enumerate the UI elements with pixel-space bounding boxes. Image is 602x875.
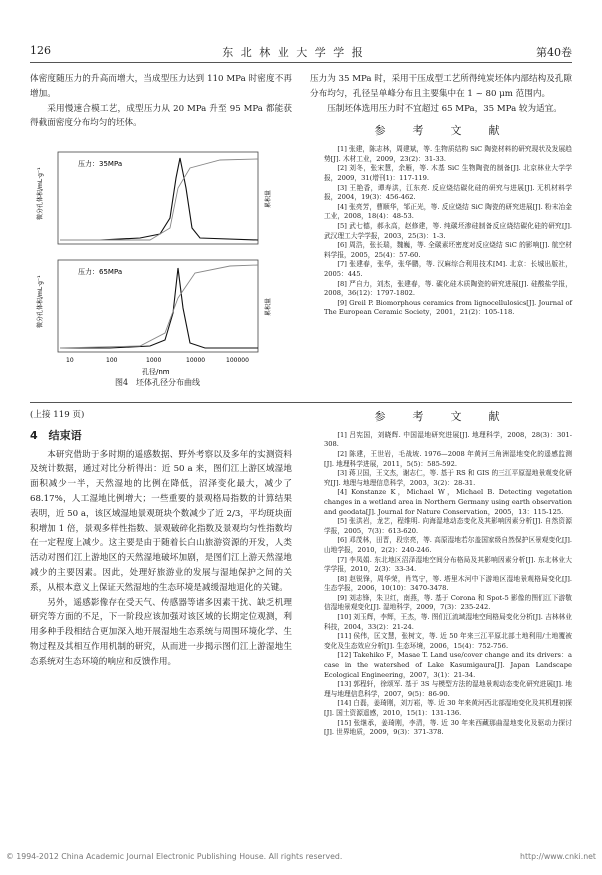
reference-item: [15] 张继承，姜琦刚，李清，等. 近 30 年来西藏那曲湿地变化及驱动力探讨[J]. 世界地质，2009，9(3)：371-378.: [324, 718, 572, 737]
y-axis-label: 微分孔体积/mL·g⁻¹: [37, 167, 44, 220]
reference-item: [3] 蒋卫国，王文杰，谢志仁，等. 基于 RS 和 GIS 的三江平原湿地景观变化研究[J]. 地理与地理信息科学，2003，3(2)：28-31.: [324, 469, 572, 487]
reference-item: [2] 陈建，王世岩，毛战坡. 1976—2008 年黄河三角洲湿地变化的遥感监测[J]. 地理科学进展，2011，5(5)：585-592.: [324, 449, 572, 468]
section-heading: 4 结束语: [30, 428, 82, 442]
reference-item: [5] 张洪岩，龙艺，程维明. 向海湿地动态变化及其影响因素分析[J]. 自然资源学报，2005，7(3)：613-620.: [324, 517, 572, 535]
cumulative-curve: [60, 265, 258, 348]
x-tick-label: 1000: [146, 357, 162, 364]
page-number: 126: [30, 44, 51, 57]
y2-axis-label: 累积量: [265, 297, 272, 316]
cumulative-curve: [60, 159, 258, 240]
lower-right-column: [310, 408, 572, 738]
header-rule: [30, 62, 572, 63]
reference-item: [11] 侯伟，匡文慧，张树文，等. 近 50 年来三江平原北部土地利用/土地覆被变化及生态效应分析[J]. 生态环境，2006，15(4)：752-756.: [324, 632, 572, 650]
reference-item: [1] 张建，陈志林，周建斌，等. 生物质结构 SiC 陶瓷材料的研究现状及发展趋势[J]. 木材工业，2009，23(2)：31-33.: [324, 145, 572, 163]
volume-label: 第40卷: [535, 46, 572, 59]
references-heading: 参 考 文 献: [374, 124, 508, 138]
reference-item: [5] 武七德，郝永高，赵修建，等. 纯碳坯渗硅制备反应烧结碳化硅的研究[J]. 武汉理工大学学报，2003，25(3)：1-3.: [324, 221, 572, 240]
reference-item: [6] 周浩，张长瑞，魏巍，等. 全碳素坯密度对反应烧结 SiC 的影响[J]. 航空材料学报，2005，25(4)：57-60.: [324, 241, 572, 259]
paragraph: 体密度随压力的升高而增大，当成型压力达到 110 MPa 时密度不再增加。: [30, 74, 292, 99]
panel-label: 压力：65MPa: [78, 268, 123, 276]
x-tick-label: 10: [66, 357, 74, 364]
running-header: [30, 44, 572, 60]
panel-label: 压力：35MPa: [78, 160, 123, 168]
reference-item: [9] Greil P. Biomorphous ceramics from lignocellulosics[J]. Journal of The European Ceramic Society，2001，21(2)：105-118.: [324, 298, 572, 317]
paragraph: 本研究借助于多时期的遥感数据、野外考察以及多年的实测资料及统计数据，通过对比分析得出：近 50 a 来，图们江上游区域湿地面积减少一半，天然湿地的比例在降低，沼泽变化最大，减少了 68.17%，人工湿地比例增大；一些重要的景观格局指数的计算结果表明，近 50 a，该区域湿地景观斑块个数减少了近 2/3，平均斑块面积增加 1 倍，景观多样性指数、景观破碎化指数及景观均匀性指数均在一定程度上减少。这主要是由于随着长白山旅游资源的开发，人类活动对图们江上游地区的天然湿地破坏加剧，是图们江上游天然湿地减少的主要因素。因此，处理好旅游业的发展与湿地保护之间的关系，从根本意义上保证天然湿地的生态环境是减缓湿地退化的关键。: [30, 449, 292, 593]
reference-list: [310, 431, 572, 738]
figure-caption: 图4 坯体孔径分布曲线: [114, 378, 201, 387]
x-tick-label: 100000: [226, 357, 249, 364]
differential-curve: [60, 158, 258, 240]
reference-item: [3] 王艳香，谭寿洪，江东亮. 反应烧结碳化硅的研究与进展[J]. 无机材料学报，2004，19(3)：456-462.: [324, 183, 572, 202]
reference-item: [4] Konstanze K，Michael W，Michael B. Detecting vegetation changes in a wetland area in Northern Germany using earth observation and geodata[J]. Journal for Nature Conservation，2005，13：115-125.: [324, 488, 572, 516]
references-heading: 参 考 文 献: [374, 410, 508, 423]
x-tick-label: 100: [106, 357, 118, 364]
lower-left-column: [30, 408, 292, 670]
reference-item: [6] 邓茂林，田晋，段宗亮，等. 高原湿地若尔盖国家级自然保护区景观变化[J]. 山地学报，2010，2(2)：240-246.: [324, 536, 572, 554]
reference-item: [7] 李凤娟. 东北地区沼泽湿地空间分布格局及其影响因素分析[J]. 东北林业大学学报，2010，2(3)：33-34.: [324, 555, 572, 574]
reference-item: [1] 吕宪国，刘晓辉. 中国湿地研究进展[J]. 地理科学，2008，28(3)：301-308.: [324, 430, 572, 449]
x-axis-label: 孔径/nm: [142, 368, 170, 376]
reference-item: [12] Takehiko F，Masae T. Land use/cover change and its drivers：a case in the watershed of Lake Kasumigaura[J]. Japan Landscape Ecological Engineering，2007，3(1)：21-34.: [324, 651, 572, 679]
pore-size-figure: [30, 148, 285, 388]
reference-item: [13] 郭程轩，徐颂军. 基于 3S 与模型方法的湿地景观动态变化研究进展[J]. 地理与地理信息科学，2007，9(5)：86-90.: [324, 680, 572, 698]
footer-url: http://www.cnki.net: [520, 852, 596, 861]
upper-right-column: [310, 72, 572, 318]
pore-size-chart: [30, 148, 285, 378]
reference-item: [2] 刘冬，张宋慧，余雁，等. 木基 SiC 生物陶瓷的制备[J]. 北京林业大学学报，2009，31(增刊1)：117-119.: [324, 164, 572, 182]
reference-item: [4] 张亮芳，曹顺华，邹正光，等. 反应烧结 SiC 陶瓷的研究进展[J]. 粉末冶金工业，2008，18(4)：48-53.: [324, 202, 572, 221]
y2-axis-label: 累积量: [265, 189, 272, 208]
copyright-text: © 1994-2012 China Academic Journal Electronic Publishing House. All rights reserved.: [6, 852, 343, 861]
paragraph: 压力为 35 MPa 时，采用干压成型工艺所得纯炭坯体内部结构及孔隙分布均匀，孔径呈单峰分布且主要集中在 1 ~ 80 μm 范围内。: [310, 74, 572, 99]
journal-title: 东 北 林 业 大 学 学 报: [222, 46, 365, 59]
reference-item: [8] 严自力，刘杰，张建春，等. 碳化硅木质陶瓷的研究进展[J]. 硅酸盐学报，2008，36(12)：1797-1802.: [324, 279, 572, 298]
continued-note: (上接 119 页): [30, 410, 85, 420]
reference-list: [310, 145, 572, 318]
paragraph: 压制坯体选用压力时不宜超过 65 MPa，35 MPa 较为适宜。: [327, 103, 562, 114]
reference-item: [7] 张建春，张华，张华鹏，等. 汉麻综合利用技术[M]. 北京：长城出版社，2005：445.: [324, 260, 572, 278]
reference-item: [8] 赵锐锋，周华荣，肖笃宁，等. 塔里木河中下游地区湿地景观格局变化[J]. 生态学报，2006，10(10)：3470-3478.: [324, 574, 572, 593]
paragraph: 另外，遥感影像存在受天气、传感器等诸多因素干扰、缺乏机理研究等方面的不足，下一阶段应该加强对该区域的长期定位观测，利用多种手段相结合更加深入地开展湿地生态系统与周围环境化学、生物过程及其相互作用机制的研究，从而进一步揭示图们江上游湿地生态系统对生态环境的响应和反馈作用。: [30, 597, 292, 667]
y-axis-label: 微分孔体积/mL·g⁻¹: [37, 275, 44, 328]
reference-item: [10] 刘玉辉，李辉，王杰，等. 图们江流域湿地空间格局变化分析[J]. 吉林林业科技，2004，33(2)：21-24.: [324, 613, 572, 631]
reference-item: [14] 白磊，姜琦刚，刘万崧，等. 近 30 年来黄河西北部湿地变化及其机理初探[J]. 国土资源遥感，2010，15(1)：131-136.: [324, 699, 572, 718]
paragraph: 采用慢速合模工艺，成型压力从 20 MPa 升至 95 MPa 都能获得截面密度分布均匀的坯体。: [30, 103, 292, 129]
x-tick-label: 10000: [186, 357, 206, 364]
reference-item: [9] 刘志锋，朱卫红，南燕，等. 基于 Corona 和 Spot-5 影像的图们江下游敬信湿地景观变化[J]. 湿地科学，2009，7(3)：235-242.: [324, 593, 572, 612]
footer: [6, 852, 596, 861]
section-divider: [30, 402, 572, 403]
upper-left-column: [30, 72, 292, 131]
